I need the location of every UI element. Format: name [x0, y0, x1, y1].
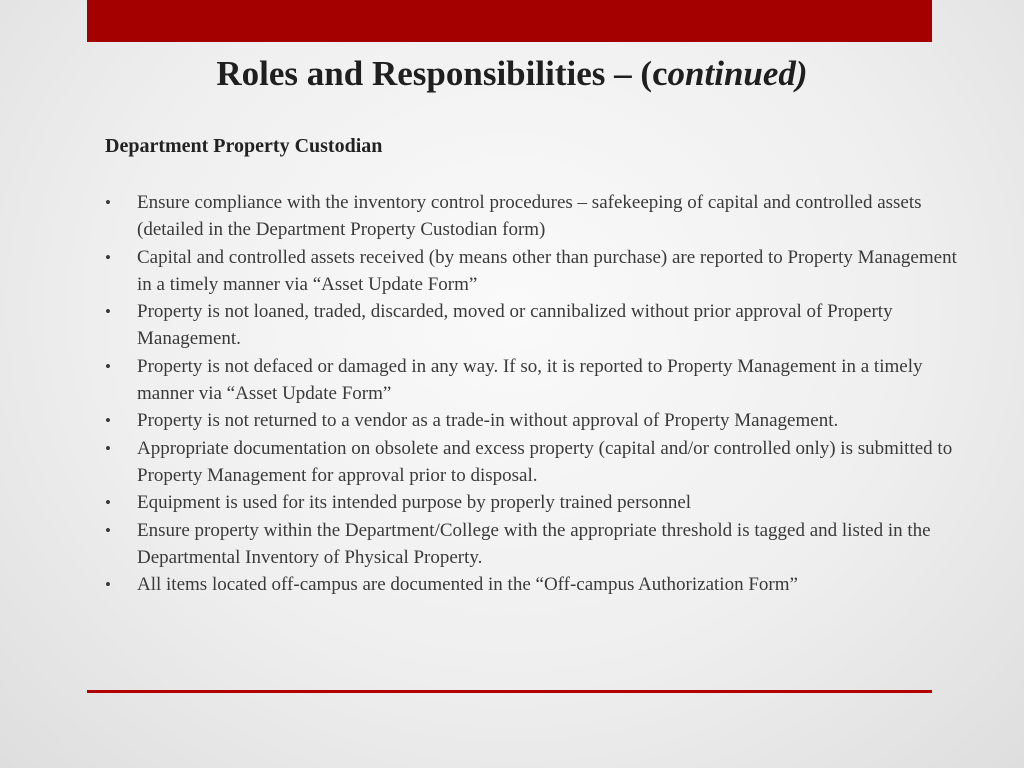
- bullet-icon: •: [105, 575, 111, 595]
- bullet-icon: •: [105, 411, 111, 431]
- bullet-icon: •: [105, 493, 111, 513]
- bullet-item: [105, 489, 975, 516]
- bullet-text: Ensure property within the Department/College with the appropriate threshold is tagged and listed in the Departmental Inventory of Physical Property.: [137, 519, 931, 568]
- bullet-text: Equipment is used for its intended purpose by properly trained personnel: [137, 492, 692, 514]
- bullet-item: [105, 517, 975, 572]
- bullet-item: [105, 298, 975, 353]
- bullet-icon: •: [105, 356, 111, 376]
- slide-title: [0, 52, 1024, 96]
- bullet-icon: •: [105, 247, 111, 267]
- bullet-text: Property is not loaned, traded, discarded, moved or cannibalized without prior approval of Property Management.: [137, 301, 893, 350]
- top-accent-bar: [87, 0, 932, 42]
- bullet-text: Ensure compliance with the inventory control procedures – safekeeping of capital and controlled assets (detailed in the Department Property Custodian form): [137, 192, 922, 241]
- bullet-text: All items located off-campus are documented in the “Off-campus Authorization Form”: [137, 574, 798, 596]
- section-heading: Department Property Custodian: [105, 135, 383, 157]
- bullet-item: [105, 407, 975, 434]
- bullet-item: [105, 244, 975, 299]
- bullet-icon: •: [105, 438, 111, 458]
- slide-title-italic: ontinued): [667, 54, 808, 93]
- bullet-item: [105, 353, 975, 408]
- bullet-icon: •: [105, 193, 111, 212]
- bullet-icon: •: [105, 520, 111, 540]
- bullet-text: Property is not defaced or damaged in any way. If so, it is reported to Property Management in a timely manner via “Asset Update Form”: [137, 355, 923, 405]
- bullet-item: [105, 189, 975, 244]
- bullet-item: [105, 435, 975, 490]
- bottom-divider: [87, 690, 932, 693]
- bullet-list: [105, 189, 975, 598]
- bullet-text: Capital and controlled assets received (by means other than purchase) are reported to Property Management in a timely manner via “Asset Update Form”: [137, 246, 957, 295]
- bullet-item: [105, 571, 975, 598]
- slide-title-main: Roles and Responsibilities – (c: [216, 54, 668, 93]
- bullet-text: Appropriate documentation on obsolete and excess property (capital and/or controlled only) is submitted to Property Management for approval prior to disposal.: [137, 437, 953, 486]
- bullet-text: Property is not returned to a vendor as a trade-in without approval of Property Management.: [137, 410, 839, 432]
- bullet-icon: •: [105, 302, 111, 322]
